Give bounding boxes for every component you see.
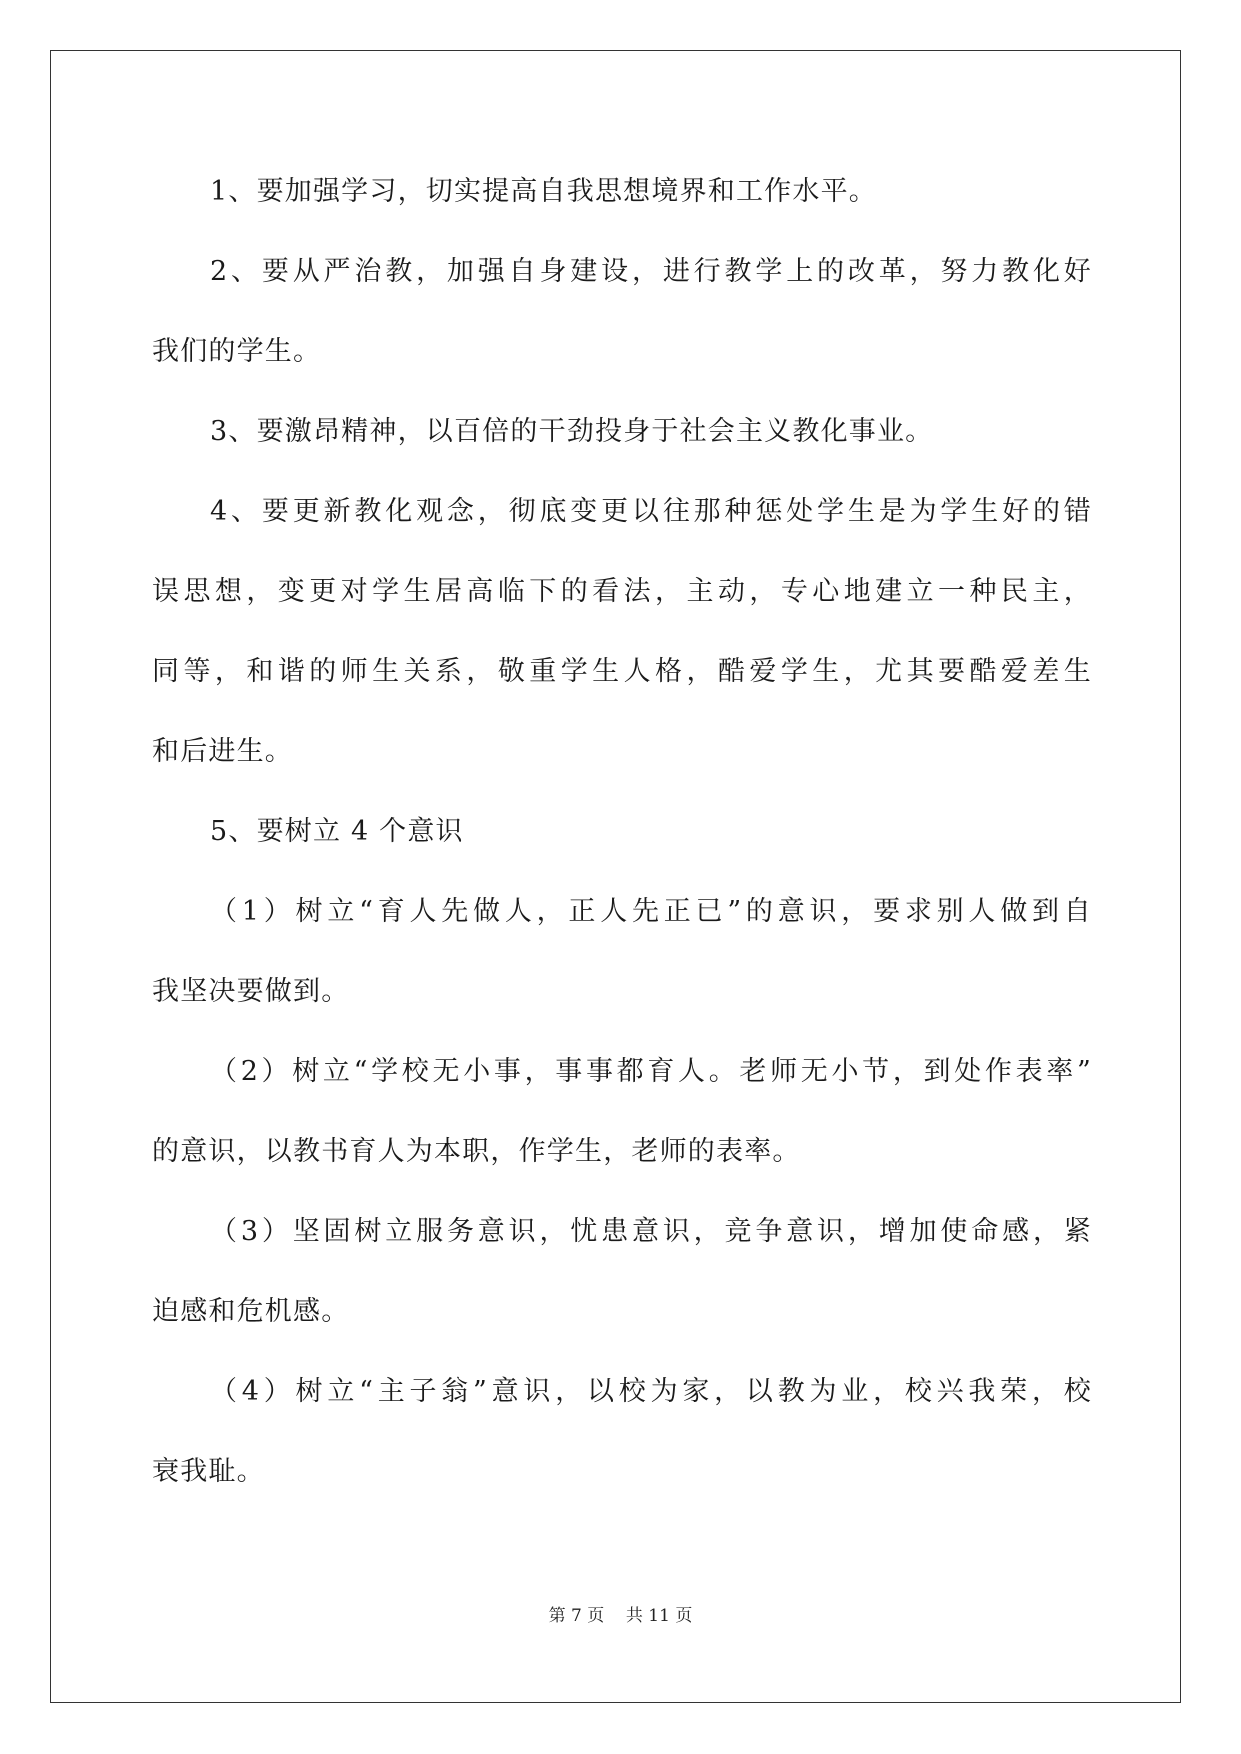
page-number-label: 第 7 页 共 11 页 [548, 1606, 693, 1626]
paragraph-4-line-1: 4、要更新教化观念，彻底变更以往那种惩处学生是为学生好的错 [210, 496, 1092, 527]
paragraph-7-line-2: 的意识，以教书育人为本职，作学生，老师的表率。 [152, 1136, 801, 1167]
paragraph-6-line-2: 我坚决要做到。 [152, 976, 350, 1007]
document-body [152, 152, 1092, 1512]
paragraph-8-line-2: 迫感和危机感。 [152, 1296, 350, 1327]
paragraph-8-line-1: （3）坚固树立服务意识，忧患意识，竞争意识，增加使命感，紧 [210, 1216, 1092, 1247]
paragraph-1-line-1: 1、要加强学习，切实提高自我思想境界和工作水平。 [210, 176, 877, 207]
paragraph-3-line-1: 3、要激昂精神，以百倍的干劲投身于社会主义教化事业。 [210, 416, 934, 447]
page-footer [0, 1604, 1241, 1628]
paragraph-4-line-2: 误思想，变更对学生居高临下的看法，主动，专心地建立一种民主， [152, 576, 1092, 607]
paragraph-7-line-1: （2）树立“学校无小事，事事都育人。老师无小节，到处作表率” [210, 1056, 1092, 1087]
paragraph-4-line-3: 同等，和谐的师生关系，敬重学生人格，酷爱学生，尤其要酷爱差生 [152, 656, 1092, 687]
paragraph-6-line-1: （1）树立“育人先做人，正人先正已”的意识，要求别人做到自 [210, 896, 1092, 927]
paragraph-2-line-2: 我们的学生。 [152, 336, 322, 367]
paragraph-4-line-4: 和后进生。 [152, 736, 293, 767]
paragraph-9-line-2: 衰我耻。 [152, 1456, 265, 1487]
paragraph-9-line-1: （4）树立“主子翁”意识，以校为家，以教为业，校兴我荣，校 [210, 1376, 1092, 1407]
paragraph-2-line-1: 2、要从严治教，加强自身建设，进行教学上的改革，努力教化好 [210, 256, 1092, 287]
paragraph-5-line-1: 5、要树立 4 个意识 [210, 816, 464, 847]
